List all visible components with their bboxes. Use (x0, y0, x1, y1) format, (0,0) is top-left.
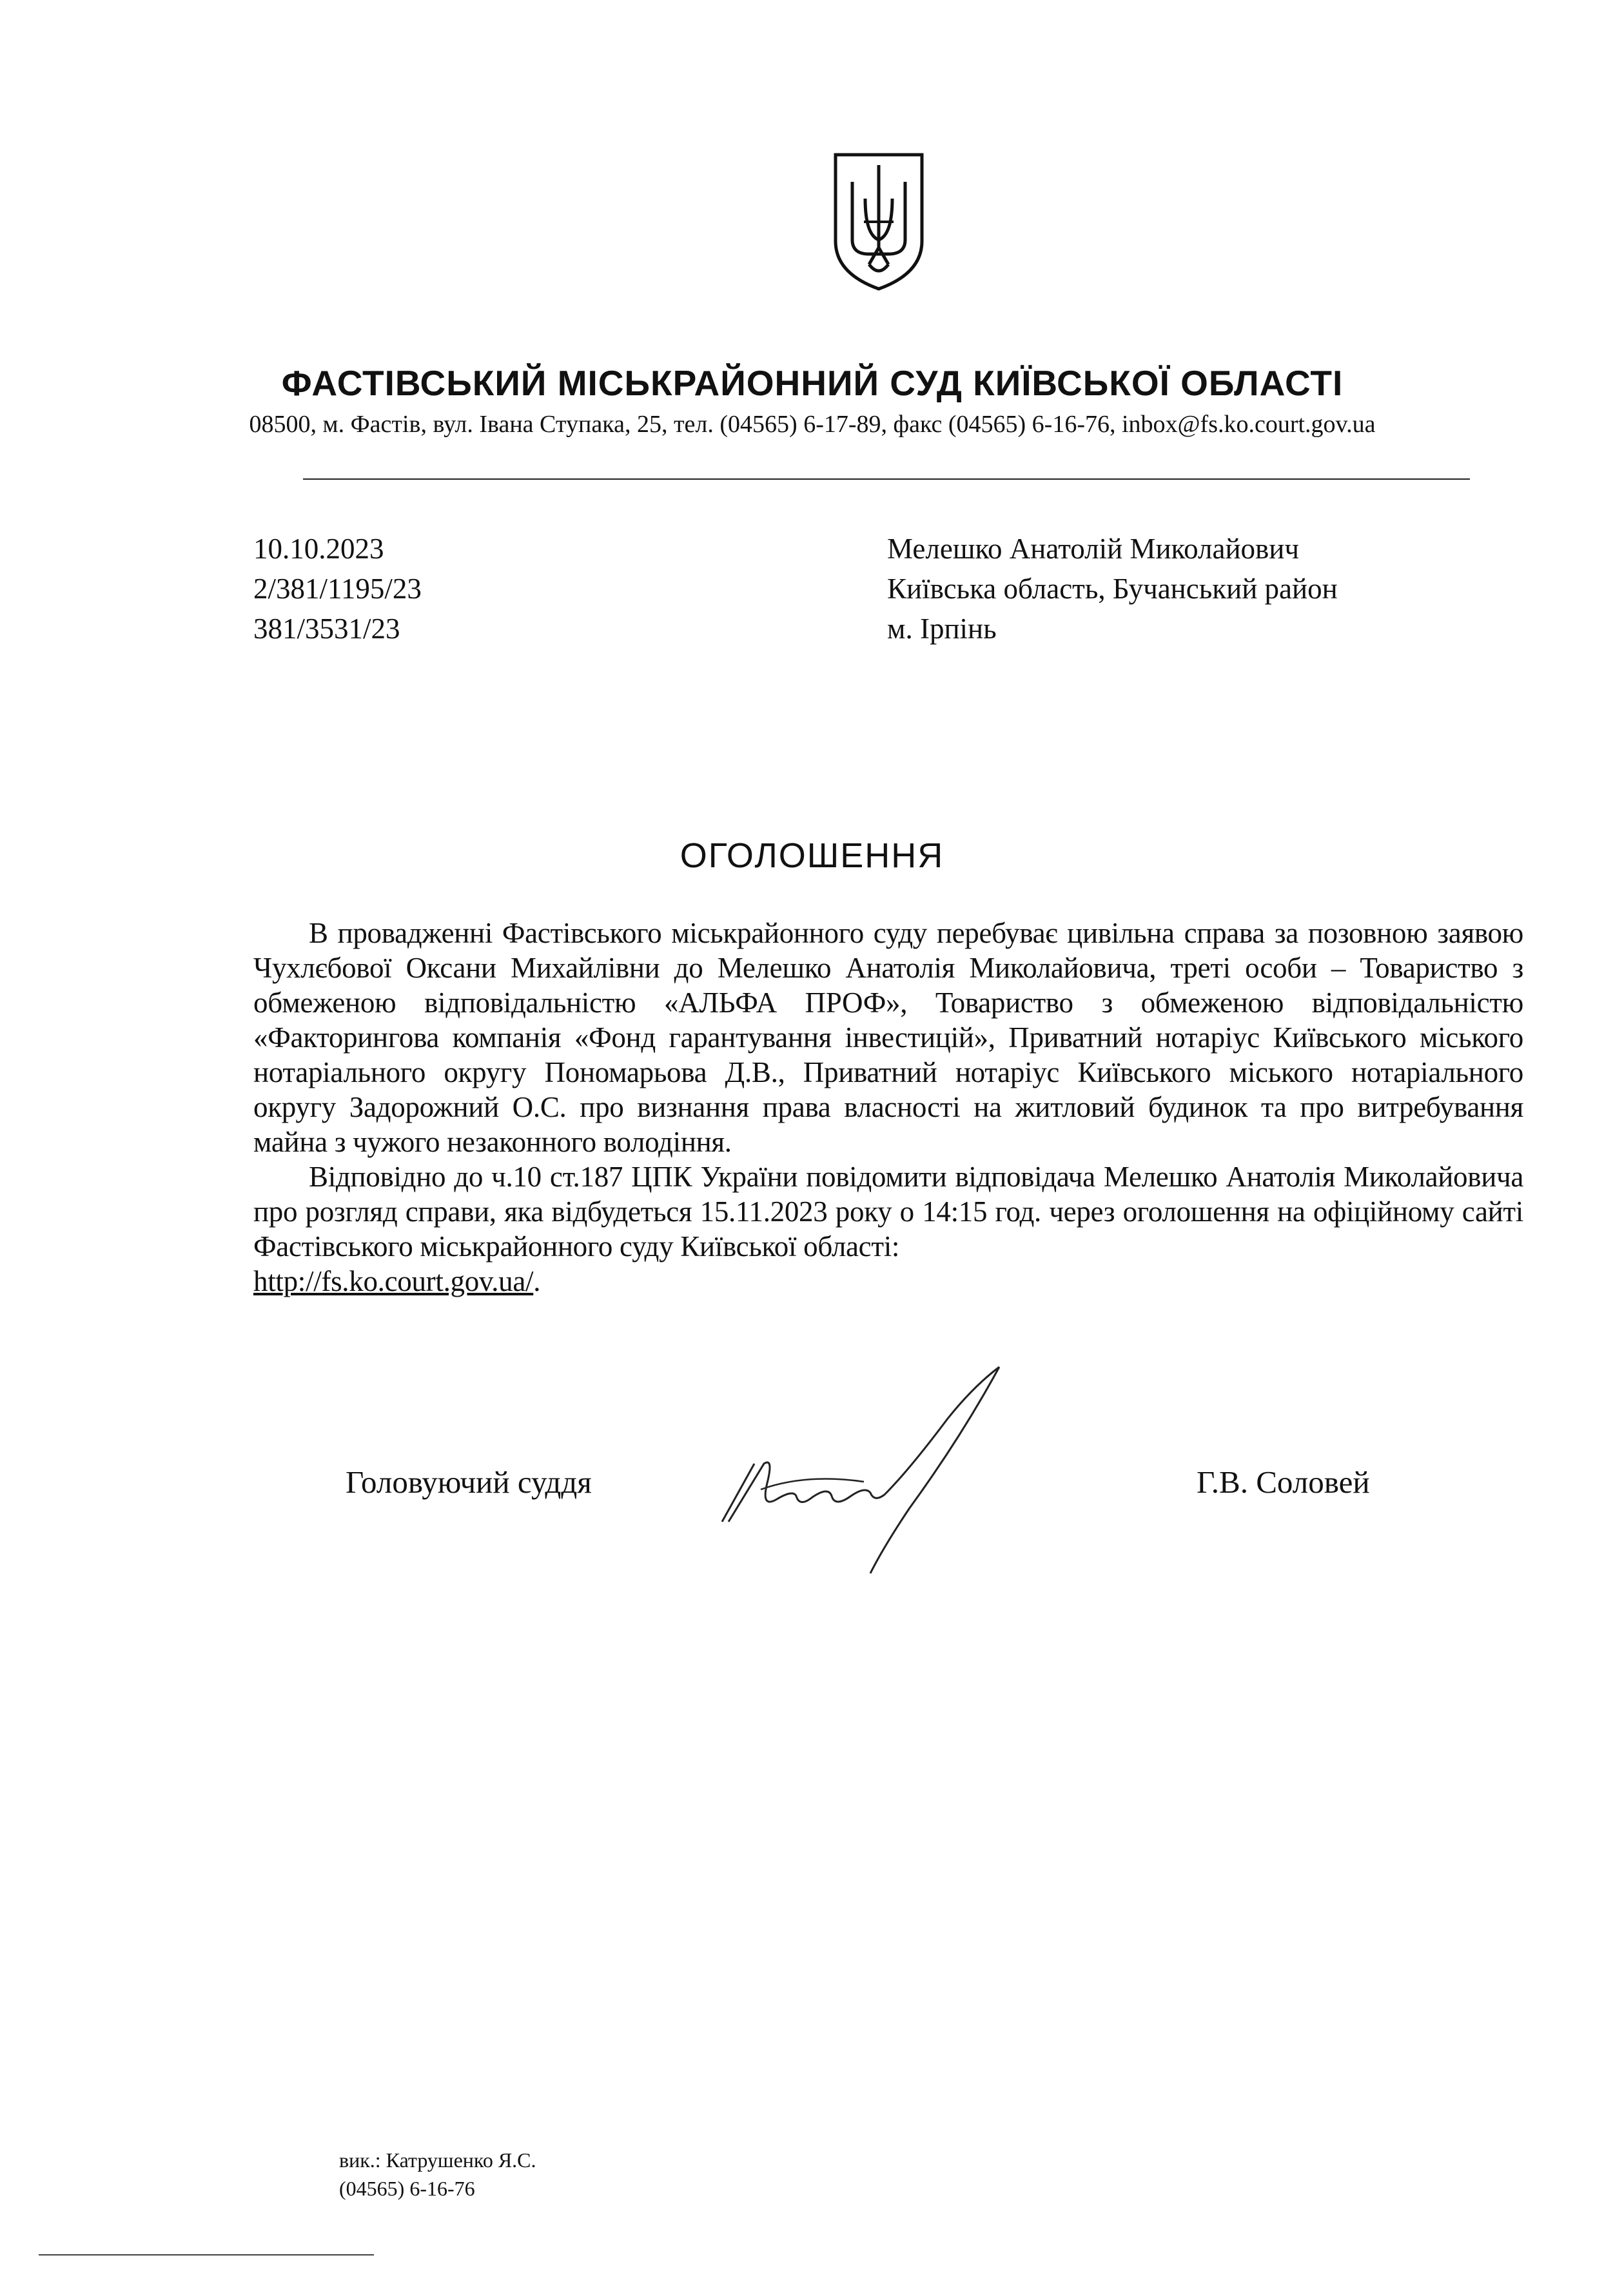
document-title: ОГОЛОШЕННЯ (680, 836, 944, 875)
recipient-city: м. Ірпінь (887, 613, 997, 645)
recipient-region: Київська область, Бучанський район (887, 573, 1338, 605)
court-address: 08500, м. Фастів, вул. Івана Ступака, 25, тел. (04565) 6-17-89, факс (04565) 6-16-76, inbox@fs.ko.court.gov.ua (249, 411, 1376, 438)
body-paragraph-1: В провадженні Фастівського міськрайонного суду перебуває цивільна справа за позовною заявою Чухлєбової Оксани Михайлівни до Мелешко Анатолія Миколайовича, треті особи – Товариство з обмеженою відповідальністю «АЛЬФА ПРОФ», Товариство з обмеженою відповідальністю «Факторингова компанія «Фонд гарантування інвестицій», Приватний нотаріус Київського міського нотаріального округу Пономарьова Д.В., Приватний нотаріус Київського міського нотаріального округу Задорожний О.С. про визнання права власності на житловий будинок та про витребування майна з чужого незаконного володіння. (253, 917, 1523, 1158)
trident-icon (830, 151, 927, 293)
court-website-link[interactable]: http://fs.ko.court.gov.ua/ (253, 1265, 534, 1297)
executor-name: вик.: Катрушенко Я.С. (339, 2148, 536, 2172)
recipient-block (887, 529, 1338, 649)
handwritten-signature (716, 1361, 1051, 1580)
case-number: 2/381/1195/23 (253, 573, 422, 605)
executor-phone: (04565) 6-16-76 (339, 2177, 475, 2200)
outgoing-number: 381/3531/23 (253, 613, 400, 645)
executor-block (339, 2146, 536, 2203)
body-paragraph-2 (253, 1159, 1523, 1299)
court-name: ФАСТІВСЬКИЙ МІСЬКРАЙОННИЙ СУД КИЇВСЬКОЇ ОБЛАСТІ (281, 363, 1344, 403)
header-divider (303, 478, 1470, 480)
document-meta (253, 529, 422, 649)
body-paragraph-2-text: Відповідно до ч.10 ст.187 ЦПК України повідомити відповідача Мелешко Анатолія Миколайовича про розгляд справи, яка відбудеться 15.11.2023 року о 14:15 год. через оголошення на офіційному сайті Фастівського міськрайонного суду Київської області: (253, 1161, 1523, 1263)
recipient-name: Мелешко Анатолій Миколайович (887, 533, 1300, 565)
link-suffix: . (533, 1265, 541, 1297)
document-date: 10.10.2023 (253, 533, 384, 565)
signer-name: Г.В. Соловей (1197, 1464, 1370, 1500)
document-body (253, 916, 1523, 1299)
footer-divider (39, 2254, 374, 2255)
signer-title: Головуючий суддя (346, 1464, 592, 1500)
